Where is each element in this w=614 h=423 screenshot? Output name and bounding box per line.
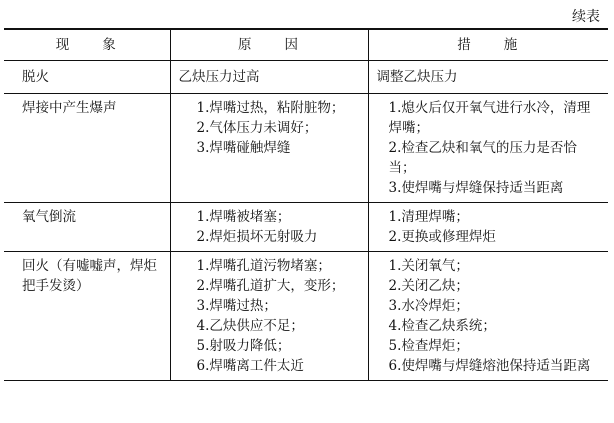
cause-text: 乙炔压力过高 [178,69,260,85]
measure-item: 1.清理焊嘴； [388,209,469,225]
cause-item: 1.焊嘴被堵塞； [196,209,291,225]
cause-cell [170,252,368,381]
phenomenon-text: 回火（有嘘嘘声，焊炬把手发烫） [22,258,157,294]
header-cause: 原 因 [170,29,368,61]
cause-item: 3.焊嘴碰触焊缝 [196,140,291,156]
cause-item: 3.焊嘴过热； [196,298,277,314]
troubleshooting-table [4,28,608,381]
cause-item: 1.焊嘴过热，粘附脏物； [196,100,345,116]
cause-cell [170,94,368,203]
measure-item: 3.水冷焊炬； [388,298,469,314]
phenomenon-text: 焊接中产生爆声 [22,100,117,116]
measure-cell [368,61,608,94]
cause-item: 1.焊嘴孔道污物堵塞； [196,258,331,274]
measure-item: 4.检查乙炔系统； [388,318,496,334]
measure-item: 1.熄火后仅开氧气进行水冷，清理焊嘴； [388,100,591,136]
measure-cell [368,94,608,203]
phenomenon-cell [4,252,170,381]
table-row [4,94,608,203]
cause-item: 2.焊嘴孔道扩大，变形； [196,278,345,294]
measure-item: 2.更换或修理焊炬 [388,229,496,245]
measure-item: 2.关闭乙炔； [388,278,469,294]
cause-item: 2.焊炬损坏无射吸力 [196,229,318,245]
cause-cell [170,61,368,94]
table-row [4,61,608,94]
phenomenon-cell [4,203,170,252]
measure-cell [368,252,608,381]
cause-item: 5.射吸力降低； [196,338,291,354]
cause-item: 6.焊嘴离工件太近 [196,358,304,374]
cause-item: 2.气体压力未调好； [196,120,318,136]
table-caption: 续表 [572,9,600,25]
cause-cell [170,203,368,252]
measure-item: 5.检查焊炬； [388,338,469,354]
table-header-row [4,29,608,61]
measure-item: 3.使焊嘴与焊缝保持适当距离 [388,180,564,196]
phenomenon-text: 脱火 [22,69,49,85]
measure-item: 6.使焊嘴与焊缝熔池保持适当距离 [388,358,591,374]
measure-cell [368,203,608,252]
table-row [4,203,608,252]
phenomenon-cell [4,61,170,94]
header-phenomenon: 现 象 [4,29,170,61]
phenomenon-cell [4,94,170,203]
measure-text: 调整乙炔压力 [376,69,458,85]
table-row [4,252,608,381]
phenomenon-text: 氧气倒流 [22,209,76,225]
measure-item: 2.检查乙炔和氧气的压力是否恰当； [388,140,577,176]
cause-item: 4.乙炔供应不足； [196,318,304,334]
measure-item: 1.关闭氧气； [388,258,469,274]
header-measure: 措 施 [368,29,608,61]
